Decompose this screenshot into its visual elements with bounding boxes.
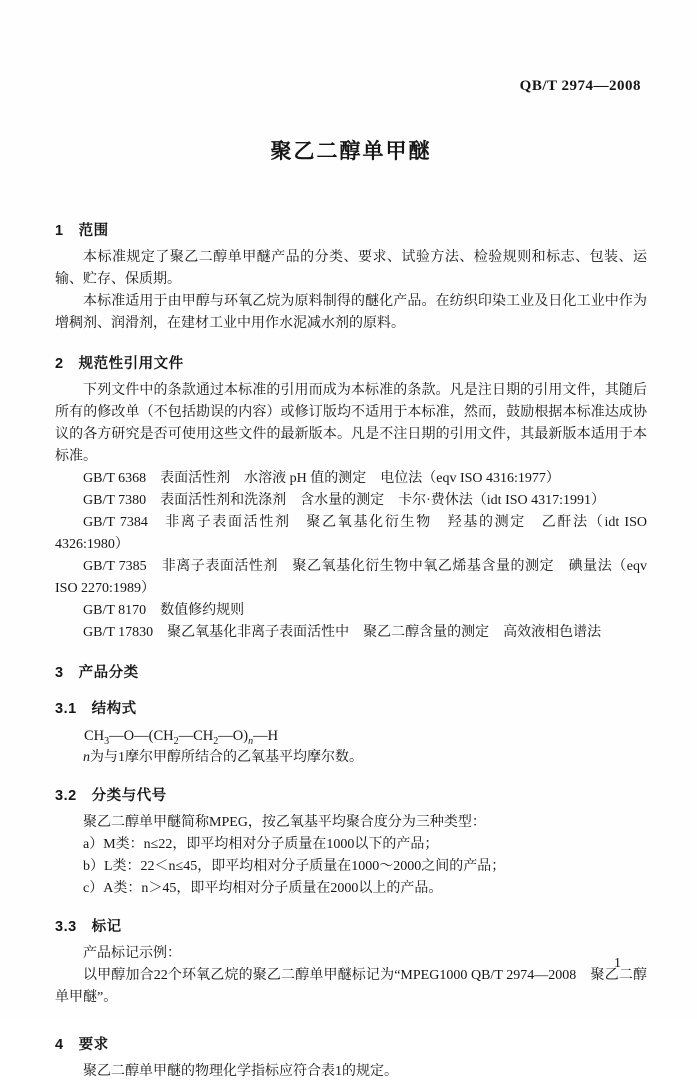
reference-item-gbt6368: GB/T 6368 表面活性剂 水溶液 pH 值的测定 电位法（eqv ISO 4316:1977） [83,471,560,486]
formula-note [55,747,647,769]
formula-subscript: 3 [104,735,110,747]
section-2-normative-references-heading: 2 规范性引用文件 [55,356,184,372]
section-3-2-types-heading: 3.2 分类与代号 [55,788,167,804]
formula-note-variable: n [83,750,90,765]
requirements-paragraph: 聚乙二醇单甲醚的物理化学指标应符合表1的规定。 [83,1064,398,1079]
page-number: 1 [614,956,621,971]
type-item-m: a）M类：n≤22，即平均相对分子质量在1000以下的产品； [83,837,439,852]
standard-code: QB/T 2974—2008 [519,78,641,94]
section-1-scope-heading: 1 范围 [55,223,109,239]
section-3-classification-heading: 3 产品分类 [55,665,139,681]
scope-paragraph-2: 本标准适用于由甲醇与环氧乙烷为原料制得的醚化产品。在纺织印染工业及日化工业中作为增稠剂、润滑剂，在建材工业中用作水泥减水剂的原料。 [55,294,647,331]
reference-item-gbt7384: GB/T 7384 非离子表面活性剂 聚乙氧基化衍生物 羟基的测定 乙酐法（idt ISO 4326:1980） [55,515,647,552]
formula-part: —CH [178,728,214,744]
designation-example-label: 产品标记示例： [83,946,181,961]
reference-item-gbt8170: GB/T 8170 数值修约规则 [83,603,245,618]
reference-item-gbt17830: GB/T 17830 聚乙氧基化非离子表面活性中 聚乙二醇含量的测定 高效液相色谱法 [83,625,602,640]
formula-part: CH [84,728,105,744]
formula-subscript: 2 [213,735,219,747]
structural-formula [55,725,647,747]
reference-item-gbt7385: GB/T 7385 非离子表面活性剂 聚乙氧基化衍生物中氧乙烯基含量的测定 碘量法（eqv ISO 2270:1989） [55,559,647,596]
formula-subscript-n: n [248,735,254,747]
document-title: 聚乙二醇单甲醚 [270,140,432,163]
normative-references-intro: 下列文件中的条款通过本标准的引用而成为本标准的条款。凡是注日期的引用文件，其随后所有的修改单（不包括勘误的内容）或修订版均不适用于本标准，然而，鼓励根据本标准达成协议的各方研究是否可使用这些文件的最新版本。凡是不注日期的引用文件，其最新版本适用于本标准。 [55,383,647,464]
formula-note-text: 为与1摩尔甲醇所结合的乙氧基平均摩尔数。 [90,750,363,765]
reference-item-gbt7380: GB/T 7380 表面活性剂和洗涤剂 含水量的测定 卡尔·费休法（idt ISO 4317:1991） [83,493,606,508]
designation-example-text: 以甲醇加合22个环氧乙烷的聚乙二醇单甲醚标记为“MPEG1000 QB/T 2974—2008 聚乙二醇单甲醚”。 [55,968,647,1005]
formula-part: —O) [218,728,249,744]
section-4-requirements-heading: 4 要求 [55,1037,109,1053]
section-3-1-structural-formula-heading: 3.1 结构式 [55,701,137,717]
type-item-l: b）L类：22＜n≤45，即平均相对分子质量在1000～2000之间的产品； [83,859,506,874]
scope-paragraph-1: 本标准规定了聚乙二醇单甲醚产品的分类、要求、试验方法、检验规则和标志、包装、运输、贮存、保质期。 [55,250,647,287]
type-item-a: c）A类：n＞45，即平均相对分子质量在2000以上的产品。 [83,881,443,896]
types-intro: 聚乙二醇单甲醚简称MPEG，按乙氧基平均聚合度分为三种类型： [83,815,486,830]
formula-part: —O—(CH [109,728,174,744]
formula-subscript: 2 [173,735,179,747]
formula-part: —H [253,728,279,744]
section-3-3-designation-heading: 3.3 标记 [55,919,122,935]
